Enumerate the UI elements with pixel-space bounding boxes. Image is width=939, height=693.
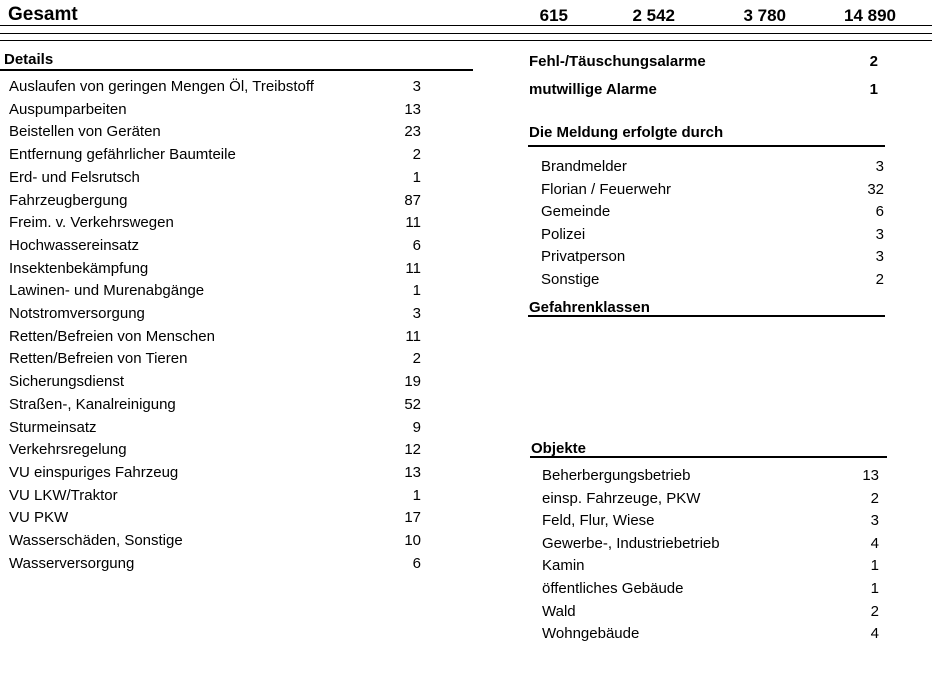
row-value: 13 <box>404 100 421 118</box>
row-value: 6 <box>412 554 421 572</box>
row-value: 2 <box>870 489 879 507</box>
row-label: Lawinen- und Murenabgänge <box>9 282 205 300</box>
row-label: Gewerbe-, Industriebetrieb <box>542 534 720 552</box>
objects-row <box>542 512 879 530</box>
row-value: 1 <box>412 282 421 300</box>
reported-by-underline <box>528 145 885 147</box>
details-row <box>9 350 421 368</box>
row-value: 13 <box>404 463 421 481</box>
reported-by-heading: Die Meldung erfolgte durch <box>529 124 724 141</box>
total-rule-top <box>0 25 932 26</box>
row-value: 2 <box>412 146 421 164</box>
row-label: Sicherungsdienst <box>9 373 125 391</box>
details-row <box>9 214 421 232</box>
row-value: 4 <box>870 625 879 643</box>
row-label: Beistellen von Geräten <box>9 123 161 141</box>
reported-row <box>541 248 884 266</box>
objects-row <box>542 603 879 621</box>
objects-row <box>542 467 879 485</box>
row-label: mutwillige Alarme <box>529 81 657 98</box>
objects-row <box>542 490 879 508</box>
details-row <box>9 305 421 323</box>
details-heading: Details <box>4 51 54 68</box>
details-row <box>9 441 421 459</box>
details-row <box>9 555 421 573</box>
row-value: 2 <box>870 602 879 620</box>
details-row <box>9 146 421 164</box>
details-row <box>9 260 421 278</box>
row-value: 11 <box>405 327 421 345</box>
row-value: 3 <box>875 158 884 175</box>
total-value-1: 615 <box>539 6 568 25</box>
row-label: Wasserversorgung <box>9 554 135 572</box>
row-value: 19 <box>404 373 421 391</box>
details-row <box>9 192 421 210</box>
row-label: Straßen-, Kanalreinigung <box>9 395 176 413</box>
details-row <box>9 123 421 141</box>
row-label: Notstromversorgung <box>9 305 145 322</box>
row-value: 3 <box>412 305 421 322</box>
row-label: Wasserschäden, Sonstige <box>9 532 183 549</box>
total-value-3: 3 780 <box>743 6 786 25</box>
reported-row <box>541 226 884 244</box>
row-value: 3 <box>875 248 884 266</box>
details-row <box>9 78 421 96</box>
alarms-row <box>529 53 878 71</box>
reported-row <box>541 158 884 176</box>
row-label: Retten/Befreien von Menschen <box>9 327 215 345</box>
details-row <box>9 487 421 505</box>
details-row <box>9 328 421 346</box>
objects-row <box>542 580 879 598</box>
row-value: 23 <box>404 123 421 141</box>
row-label: Wald <box>542 602 576 620</box>
row-label: Feld, Flur, Wiese <box>542 512 655 530</box>
row-value: 52 <box>404 395 421 413</box>
row-label: Hochwassereinsatz <box>9 236 140 254</box>
row-label: Polizei <box>541 225 586 243</box>
row-value: 2 <box>412 350 421 368</box>
details-underline <box>0 69 473 71</box>
row-value: 4 <box>870 534 879 552</box>
total-rule-mid <box>0 33 932 34</box>
details-row <box>9 532 421 550</box>
row-label: Fehl-/Täuschungsalarme <box>529 53 706 70</box>
row-label: Retten/Befreien von Tieren <box>9 350 188 368</box>
reported-row <box>541 203 884 221</box>
row-label: Beherbergungsbetrieb <box>542 467 691 484</box>
row-value: 10 <box>404 532 421 549</box>
row-label: Wohngebäude <box>542 625 640 643</box>
row-label: Erd- und Felsrutsch <box>9 168 140 186</box>
row-label: VU PKW <box>9 509 69 527</box>
details-row <box>9 101 421 119</box>
objects-underline <box>530 456 887 458</box>
details-row <box>9 237 421 255</box>
row-value: 1 <box>412 168 421 186</box>
total-value-2: 2 542 <box>632 6 675 25</box>
row-label: einsp. Fahrzeuge, PKW <box>542 489 701 507</box>
row-label: VU einspuriges Fahrzeug <box>9 463 179 481</box>
hazard-classes-heading: Gefahrenklassen <box>529 299 650 316</box>
row-label: Auslaufen von geringen Mengen Öl, Treibstoff <box>9 78 314 95</box>
row-value: 2 <box>869 53 878 70</box>
row-value: 6 <box>875 203 884 221</box>
details-row <box>9 464 421 482</box>
row-label: Kamin <box>542 557 585 575</box>
row-label: Sturmeinsatz <box>9 418 97 436</box>
objects-row <box>542 625 879 643</box>
objects-heading: Objekte <box>531 440 587 457</box>
row-value: 3 <box>412 78 421 95</box>
row-label: Auspumparbeiten <box>9 100 127 118</box>
row-label: Verkehrsregelung <box>9 441 127 459</box>
row-label: Florian / Feuerwehr <box>541 180 672 198</box>
row-label: Insektenbekämpfung <box>9 259 149 277</box>
row-label: Sonstige <box>541 271 600 288</box>
row-value: 3 <box>875 225 884 243</box>
row-value: 2 <box>875 271 884 288</box>
total-value-4: 14 890 <box>844 6 896 25</box>
row-value: 17 <box>404 509 421 527</box>
details-row <box>9 169 421 187</box>
details-row <box>9 396 421 414</box>
reported-row <box>541 181 884 199</box>
row-value: 1 <box>412 486 421 504</box>
row-value: 9 <box>412 418 421 436</box>
hazard-classes-underline <box>528 315 885 317</box>
row-label: Privatperson <box>541 248 626 266</box>
row-value: 1 <box>870 557 879 575</box>
row-label: Entfernung gefährlicher Baumteile <box>9 146 236 164</box>
details-row <box>9 282 421 300</box>
row-value: 1 <box>869 81 878 98</box>
row-value: 6 <box>412 236 421 254</box>
row-value: 11 <box>405 259 421 277</box>
total-rule-bottom <box>0 40 932 41</box>
details-row <box>9 509 421 527</box>
reported-row <box>541 271 884 289</box>
row-value: 13 <box>862 467 879 484</box>
row-value: 32 <box>867 180 884 198</box>
row-value: 12 <box>404 441 421 459</box>
row-label: Fahrzeugbergung <box>9 191 128 209</box>
row-label: Gemeinde <box>541 203 611 221</box>
details-row <box>9 373 421 391</box>
row-value: 11 <box>405 214 421 232</box>
row-label: Freim. v. Verkehrswegen <box>9 214 174 232</box>
row-value: 3 <box>870 512 879 530</box>
row-label: öffentliches Gebäude <box>542 580 684 597</box>
row-label: VU LKW/Traktor <box>9 486 118 504</box>
alarms-row <box>529 81 878 99</box>
row-value: 87 <box>404 191 421 209</box>
row-label: Brandmelder <box>541 158 627 175</box>
details-row <box>9 419 421 437</box>
row-value: 1 <box>870 580 879 597</box>
objects-row <box>542 557 879 575</box>
total-label: Gesamt <box>8 4 78 25</box>
objects-row <box>542 535 879 553</box>
